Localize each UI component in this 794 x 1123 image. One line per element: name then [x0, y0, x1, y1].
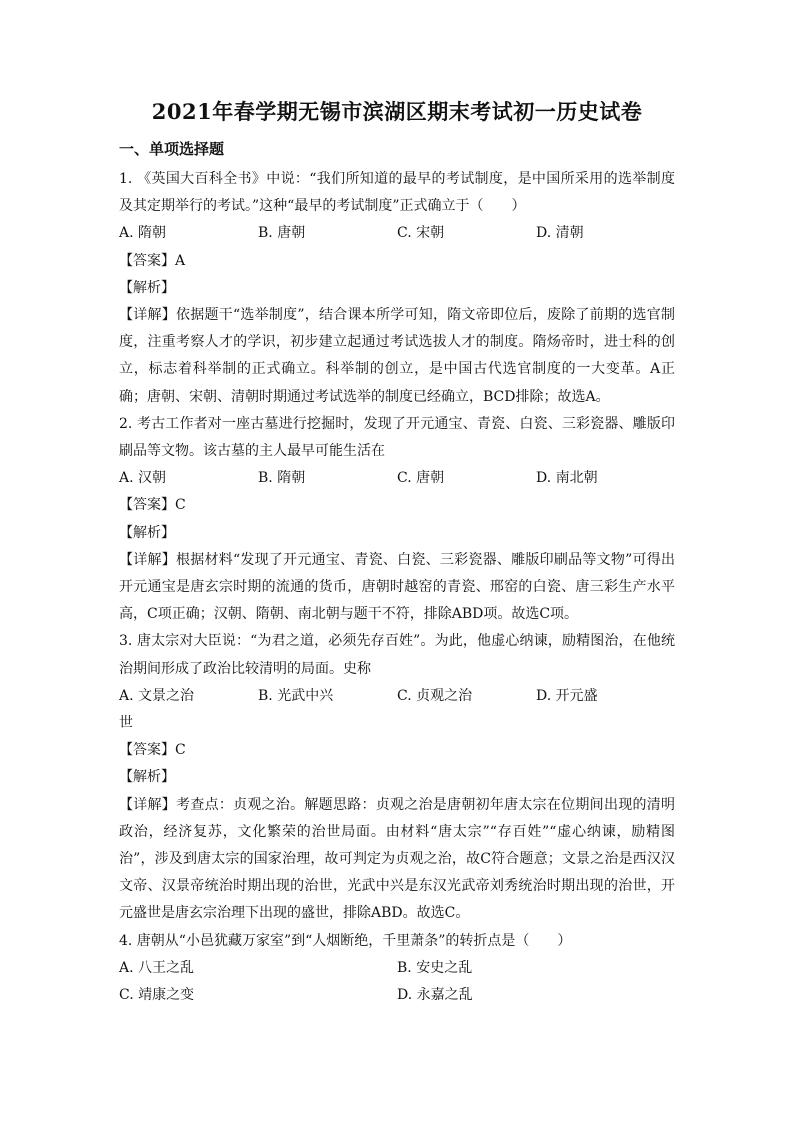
- question-1-detail: 【详解】依据题干“选举制度”，结合课本所学可知，隋文帝即位后，废除了前期的选官制度，注重考察人才的学识，初步建立起通过考试选拔人才的制度。隋炀帝时，进士科的创立，标志着科举制的正式确立。科举制的创立，是中国古代选官制度的一大变革。A正确；唐朝、宋朝、清朝时期通过考试选举的制度已经确立，BCD排除；故选A。: [119, 307, 675, 405]
- option-c: C. 靖康之变: [119, 987, 195, 1004]
- option-a: A. 汉朝: [119, 470, 167, 487]
- option-b: B. 安史之乱: [397, 959, 473, 976]
- question-1-analysis-label: 【解析】: [119, 279, 175, 296]
- option-a: A. 隋朝: [119, 225, 167, 242]
- option-c: C. 唐朝: [397, 470, 445, 487]
- question-3-stem: 3. 唐太宗对大臣说：“为君之道，必须先存百姓”。为此，他虚心纳谏，励精图治，在他统治期间形成了政治比较清明的局面。史称: [119, 633, 675, 677]
- question-2-analysis-label: 【解析】: [119, 524, 175, 541]
- option-d: D. 南北朝: [536, 470, 598, 487]
- option-b: B. 隋朝: [258, 470, 306, 487]
- question-1-stem: 1. 《英国大百科全书》中说：“我们所知道的最早的考试制度，是中国所采用的选举制度及其定期举行的考试。”这种“最早的考试制度”正式确立于（ ）: [119, 171, 675, 215]
- option-d: D. 清朝: [536, 225, 584, 242]
- option-b: B. 光武中兴: [258, 687, 334, 704]
- page-title: 2021年春学期无锡市滨湖区期末考试初一历史试卷: [151, 99, 643, 124]
- question-4-options-row-2: [119, 982, 675, 1009]
- option-c: C. 宋朝: [397, 225, 445, 242]
- question-2-detail: 【详解】根据材料“发现了开元通宝、青瓷、白瓷、三彩瓷器、雕版印刷品等文物”可得出开元通宝是唐玄宗时期的流通的货币，唐朝时越窑的青瓷、邢窑的白瓷、唐三彩生产水平高，C项正确；汉朝、隋朝、南北朝与题干不符，排除ABD项。故选C项。: [119, 551, 675, 623]
- option-a: A. 文景之治: [119, 687, 195, 704]
- question-4-options-row-1: [119, 955, 675, 982]
- option-b: B. 唐朝: [258, 225, 306, 242]
- question-1-answer: 【答案】A: [119, 252, 186, 269]
- option-d: D. 开元盛: [536, 687, 598, 704]
- question-4-stem: 4. 唐朝从“小邑犹藏万家室”到“人烟断绝，千里萧条”的转折点是（ ）: [119, 932, 572, 949]
- question-2-answer: 【答案】C: [119, 497, 186, 514]
- question-3-answer: 【答案】C: [119, 742, 186, 759]
- option-c: C. 贞观之治: [397, 687, 473, 704]
- question-3-analysis-label: 【解析】: [119, 769, 175, 786]
- question-3-detail: 【详解】考查点：贞观之治。解题思路：贞观之治是唐朝初年唐太宗在位期间出现的清明政治，经济复苏，文化繁荣的治世局面。由材料“唐太宗”“存百姓”“虚心纳谏，励精图治”，涉及到唐太宗的国家治理，故可判定为贞观之治，故C符合题意；文景之治是西汉汉文帝、汉景帝统治时期出现的治世，光武中兴是东汉光武帝刘秀统治时期出现的治世，开元盛世是唐玄宗治理下出现的盛世，排除ABD。故选C。: [119, 796, 675, 922]
- option-a: A. 八王之乱: [119, 959, 195, 976]
- question-3-option-wrap: 世: [119, 715, 133, 732]
- question-list: [119, 166, 675, 1009]
- question-3-options: [119, 683, 675, 710]
- question-2-stem: 2. 考古工作者对一座古墓进行挖掘时，发现了开元通宝、青瓷、白瓷、三彩瓷器、雕版印刷品等文物。该古墓的主人最早可能生活在: [119, 415, 675, 460]
- question-2-options: [119, 465, 675, 492]
- option-d: D. 永嘉之乱: [397, 987, 473, 1004]
- question-1-options: [119, 220, 675, 247]
- section-heading: 一、单项选择题: [119, 140, 225, 158]
